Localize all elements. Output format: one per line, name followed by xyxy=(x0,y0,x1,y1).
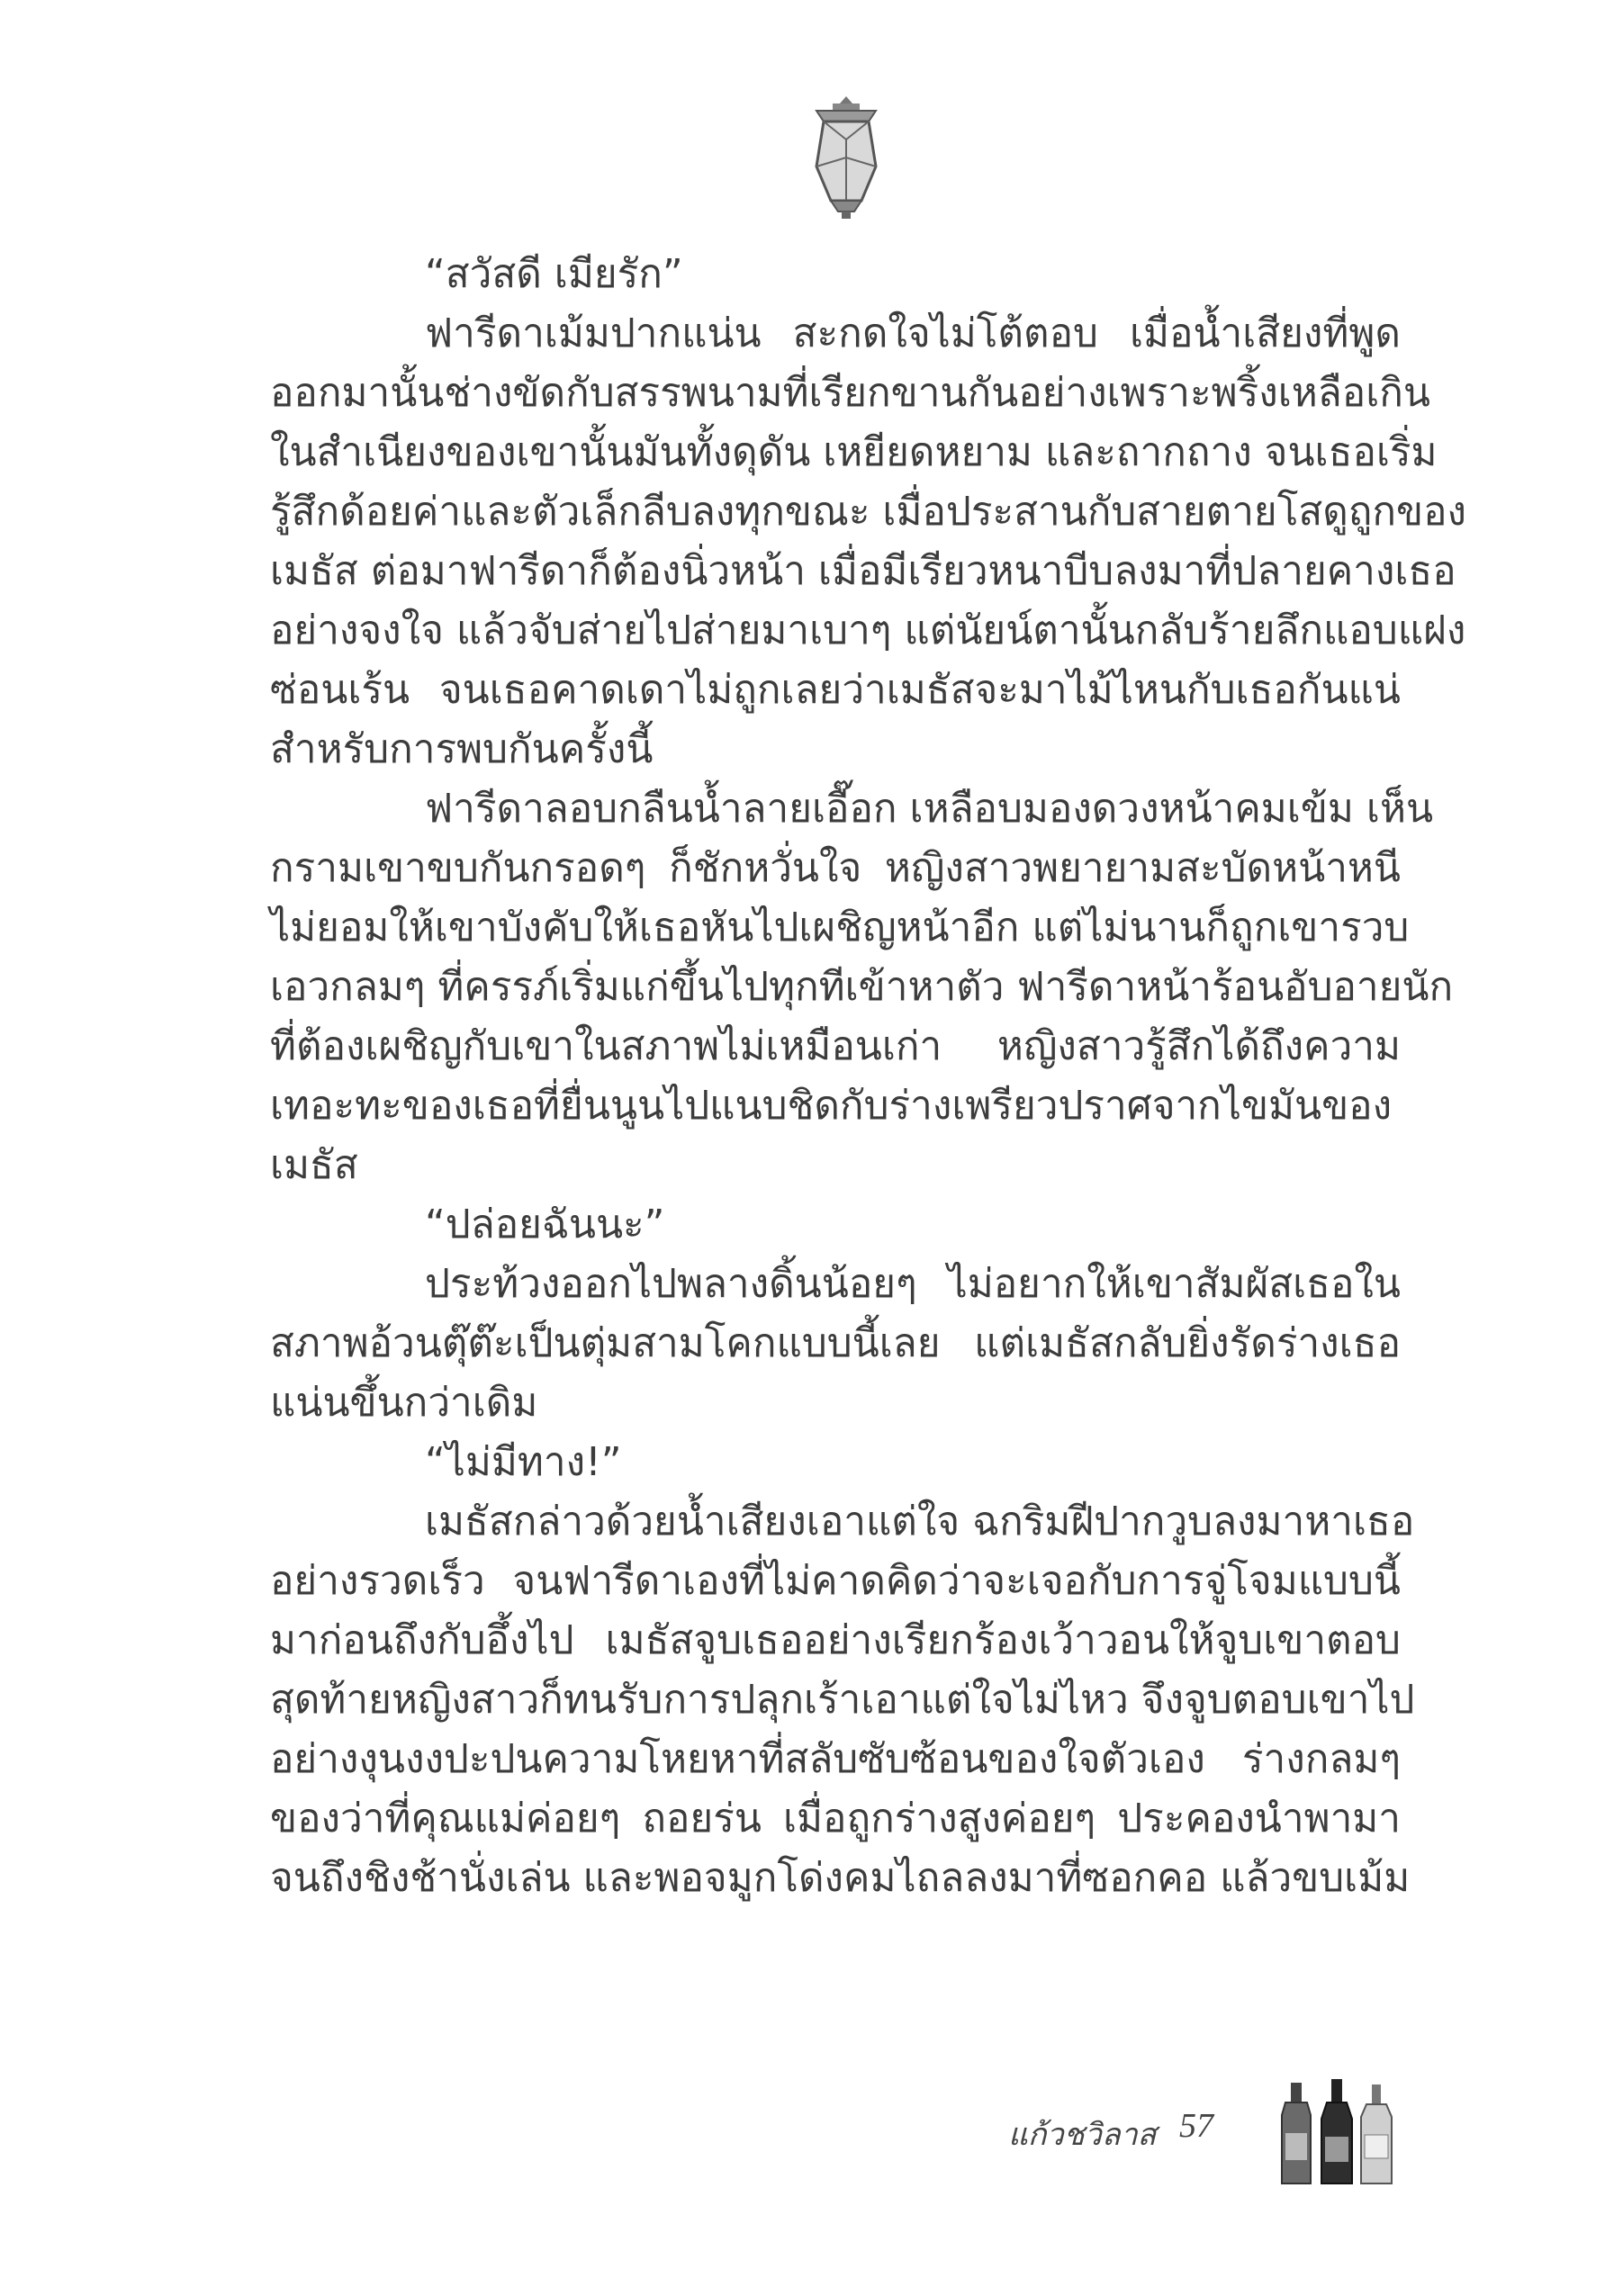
text-line: แน่นขึ้นกว่าเดิม xyxy=(270,1380,538,1426)
text-line: ซ่อนเร้น จนเธอคาดเดาไม่ถูกเลยว่าเมธัสจะมาไม้ไหนกับเธอกันแน่ xyxy=(270,667,1401,713)
text-line: ฟารีดาเม้มปากแน่น สะกดใจไม่โต้ตอบ เมื่อน้ำเสียงที่พูด xyxy=(425,311,1401,356)
text-line: กรามเขาขบกันกรอดๆ ก็ชักหวั่นใจ หญิงสาวพยายามสะบัดหน้าหนี xyxy=(270,845,1401,891)
page-footer xyxy=(1008,2079,1404,2187)
text-line: รู้สึกด้อยค่าและตัวเล็กลีบลงทุกขณะ เมื่อประสานกับสายตายโสดูถูกของ xyxy=(270,489,1467,535)
text-line: ฟารีดาลอบกลืนน้ำลายเอื๊อก เหลือบมองดวงหน้าคมเข้ม เห็น xyxy=(425,786,1434,832)
text-line: อย่างรวดเร็ว จนฟารีดาเองที่ไม่คาดคิดว่าจะเจอกับการจู่โจมแบบนี้ xyxy=(270,1558,1401,1604)
text-line: อย่างจงใจ แล้วจับส่ายไปส่ายมาเบาๆ แต่นัยน์ตานั้นกลับร้ายลึกแอบแฝง xyxy=(270,608,1466,653)
text-line: ของว่าที่คุณแม่ค่อยๆ ถอยร่น เมื่อถูกร่างสูงค่อยๆ ประคองนำพามา xyxy=(270,1796,1401,1841)
bottles-icon xyxy=(1278,2079,1395,2187)
text-line: ไม่ยอมให้เขาบังคับให้เธอหันไปเผชิญหน้าอีก แต่ไม่นานก็ถูกเขารวบ xyxy=(270,905,1410,950)
text-line: ในสำเนียงของเขานั้นมันทั้งดุดัน เหยียดหยาม และถากถาง จนเธอเริ่ม xyxy=(270,429,1438,475)
text-line: มาก่อนถึงกับอึ้งไป เมธัสจูบเธออย่างเรียกร้องเว้าวอนให้จูบเขาตอบ xyxy=(270,1617,1401,1663)
text-line: เมธัส ต่อมาฟารีดาก็ต้องนิ่วหน้า เมื่อมีเรียวหนาบีบลงมาที่ปลายคางเธอ xyxy=(270,548,1456,594)
text-line: ออกมานั้นช่างขัดกับสรรพนามที่เรียกขานกันอย่างเพราะพริ้งเหลือเกิน xyxy=(270,370,1430,416)
text-line: ที่ต้องเผชิญกับเขาในสภาพไม่เหมือนเก่า หญิงสาวรู้สึกได้ถึงความ xyxy=(270,1023,1401,1069)
lantern-icon xyxy=(797,95,896,221)
text-line: “ปล่อยฉันนะ” xyxy=(425,1202,665,1247)
text-line: “ไม่มีทาง!” xyxy=(425,1439,622,1485)
text-line: เมธัส xyxy=(270,1142,358,1188)
text-line: สภาพอ้วนตุ๊ต๊ะเป็นตุ่มสามโคกแบบนี้เลย แต่เมธัสกลับยิ่งรัดร่างเธอ xyxy=(270,1320,1401,1366)
text-line: เมธัสกล่าวด้วยน้ำเสียงเอาแต่ใจ ฉกริมฝีปากวูบลงมาหาเธอ xyxy=(425,1499,1415,1544)
text-line: “สวัสดี เมียรัก” xyxy=(425,251,683,297)
text-line: สุดท้ายหญิงสาวก็ทนรับการปลุกเร้าเอาแต่ใจไม่ไหว จึงจูบตอบเขาไป xyxy=(270,1677,1415,1723)
running-title: แก้วชวิลาส xyxy=(1008,2117,1157,2153)
text-line: อย่างงุนงงปะปนความโหยหาที่สลับซับซ้อนของใจตัวเอง ร่างกลมๆ xyxy=(270,1736,1401,1782)
text-line: สำหรับการพบกันครั้งนี้ xyxy=(270,726,654,772)
page-number: 57 xyxy=(1179,2107,1213,2145)
text-line: จนถึงชิงช้านั่งเล่น และพอจมูกโด่งคมไถลลงมาที่ซอกคอ แล้วขบเม้ม xyxy=(270,1855,1411,1901)
text-line: ประท้วงออกไปพลางดิ้นน้อยๆ ไม่อยากให้เขาสัมผัสเธอใน xyxy=(425,1261,1401,1307)
text-line: เทอะทะของเธอที่ยื่นนูนไปแนบชิดกับร่างเพรียวปราศจากไขมันของ xyxy=(270,1083,1393,1129)
body-text xyxy=(270,245,1467,1908)
text-line: เอวกลมๆ ที่ครรภ์เริ่มแก่ขึ้นไปทุกทีเข้าหาตัว ฟารีดาหน้าร้อนอับอายนัก xyxy=(270,964,1454,1010)
